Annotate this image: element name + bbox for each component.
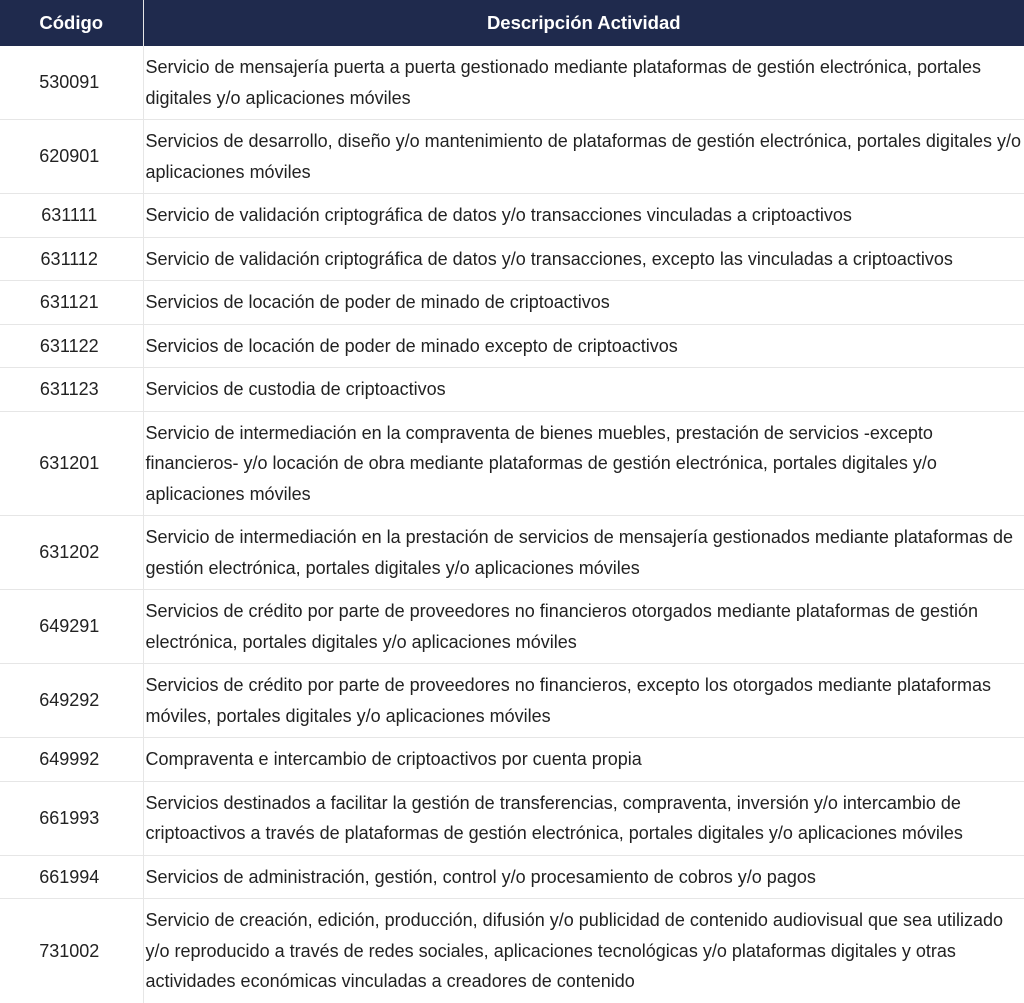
table-row	[0, 46, 1024, 120]
column-header-code: Código	[0, 0, 143, 46]
activity-description-cell: Servicio de intermediación en la compraventa de bienes muebles, prestación de servicios -excepto financieros- y/o locación de obra mediante plataformas de gestión electrónica, portales digitales y/o aplicaciones móviles	[143, 411, 1024, 516]
activity-code-cell: 649992	[0, 738, 143, 782]
activity-code-cell: 731002	[0, 899, 143, 1003]
activity-code-cell: 649292	[0, 664, 143, 738]
activity-description-cell: Servicio de creación, edición, producción, difusión y/o publicidad de contenido audiovisual que sea utilizado y/o reproducido a través de redes sociales, aplicaciones tecnológicas y/o plataformas digitales y otras actividades económicas vinculadas a creadores de contenido	[145, 910, 1004, 991]
table-row	[0, 781, 1024, 855]
activity-code-cell: 649291	[0, 590, 143, 664]
activity-description-cell: Servicio de intermediación en la prestación de servicios de mensajería gestionados mediante plataformas de gestión electrónica, portales digitales y/o aplicaciones móviles	[143, 516, 1024, 590]
table-row	[0, 411, 1024, 516]
table-row	[0, 590, 1024, 664]
activity-description-cell: Servicios de custodia de criptoactivos	[143, 368, 1024, 412]
activity-code-cell: 530091	[0, 46, 143, 120]
table-header	[0, 0, 1024, 46]
table-row	[0, 281, 1024, 325]
activity-description-cell: Servicios de desarrollo, diseño y/o mantenimiento de plataformas de gestión electrónica, portales digitales y/o aplicaciones móviles	[143, 120, 1024, 194]
table-row	[0, 324, 1024, 368]
activity-description-cell: Servicio de validación criptográfica de datos y/o transacciones, excepto las vinculadas a criptoactivos	[143, 237, 1024, 281]
activity-description-cell: Servicios de crédito por parte de proveedores no financieros otorgados mediante plataformas de gestión electrónica, portales digitales y/o aplicaciones móviles	[143, 590, 1024, 664]
table-row	[0, 120, 1024, 194]
table-body	[0, 46, 1024, 1003]
table-row	[0, 368, 1024, 412]
activity-description-cell: Compraventa e intercambio de criptoactivos por cuenta propia	[143, 738, 1024, 782]
activity-code-cell: 620901	[0, 120, 143, 194]
activity-code-cell: 631202	[0, 516, 143, 590]
table-row	[0, 516, 1024, 590]
activity-description-cell: Servicios destinados a facilitar la gestión de transferencias, compraventa, inversión y/o intercambio de criptoactivos a través de plataformas de gestión electrónica, portales digitales y/o aplicaciones móviles	[143, 781, 1024, 855]
activity-code-cell: 631122	[0, 324, 143, 368]
table-row	[0, 194, 1024, 238]
activity-description-cell: Servicios de locación de poder de minado excepto de criptoactivos	[143, 324, 1024, 368]
table-row	[0, 855, 1024, 899]
activity-description-cell: Servicios de locación de poder de minado de criptoactivos	[143, 281, 1024, 325]
table-row	[0, 899, 1024, 1003]
table-row	[0, 237, 1024, 281]
activity-description-cell: Servicios de administración, gestión, control y/o procesamiento de cobros y/o pagos	[143, 855, 1024, 899]
activity-description-cell: Servicio de mensajería puerta a puerta gestionado mediante plataformas de gestión electrónica, portales digitales y/o aplicaciones móviles	[143, 46, 1024, 120]
header-row	[0, 0, 1024, 46]
activity-code-cell: 661994	[0, 855, 143, 899]
table-row	[0, 738, 1024, 782]
activity-description-cell: Servicios de crédito por parte de proveedores no financieros, excepto los otorgados mediante plataformas móviles, portales digitales y/o aplicaciones móviles	[143, 664, 1024, 738]
activity-code-cell: 631111	[0, 194, 143, 238]
table-row	[0, 664, 1024, 738]
activity-code-cell: 631201	[0, 411, 143, 516]
activity-code-cell: 661993	[0, 781, 143, 855]
activity-code-cell: 631121	[0, 281, 143, 325]
activity-code-cell: 631123	[0, 368, 143, 412]
column-header-description: Descripción Actividad	[143, 0, 1024, 46]
activity-description-cell: Servicio de validación criptográfica de datos y/o transacciones vinculadas a criptoactivos	[143, 194, 1024, 238]
activity-code-cell: 631112	[0, 237, 143, 281]
